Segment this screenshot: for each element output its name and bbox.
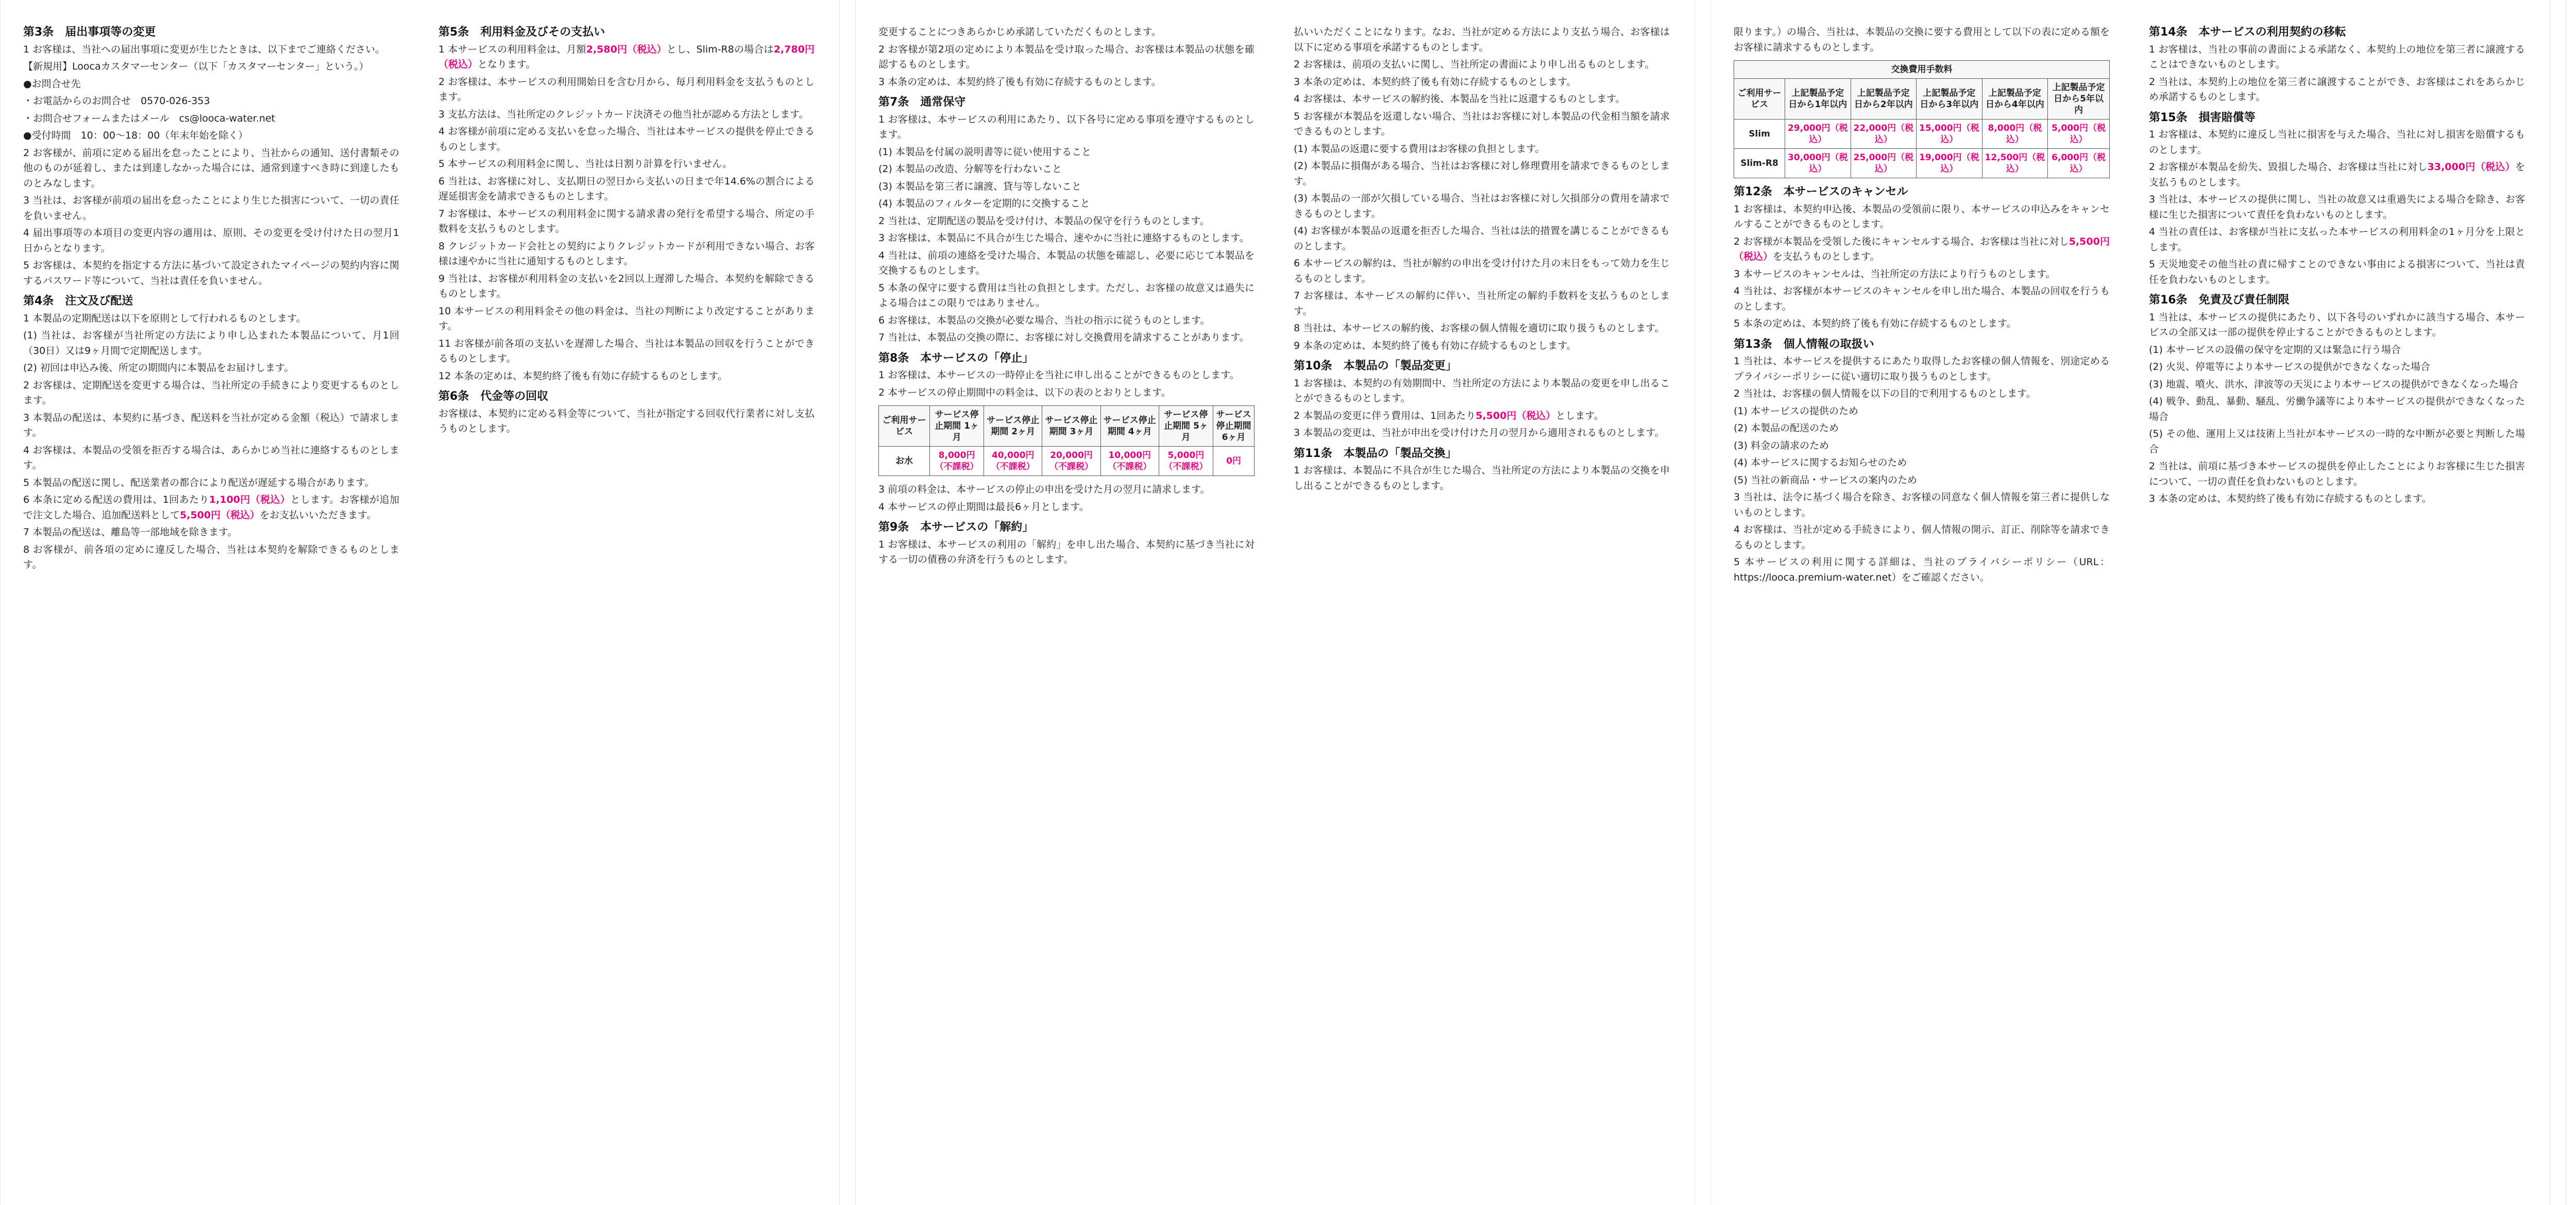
- article-title: 第11条 本製品の「製品交換」: [1294, 447, 1457, 460]
- exchange-header-cell: 上記製品予定日から5年以内: [2048, 79, 2110, 120]
- article-paragraph: 3 当社は、法令に基づく場合を除き、お客様の同意なく個人情報を第三者に提供しないものとします。: [1734, 491, 2110, 518]
- article-paragraph: 4 お客様は、当社が定める手続きにより、個人情報の開示、訂正、削除等を請求できるものとします。: [1734, 524, 2110, 551]
- article-paragraph: 2 本サービスの停止期間中の料金は、以下の表のとおりとします。: [878, 386, 1171, 398]
- article-paragraph: 1 お客様は、本サービスの利用にあたり、以下各号に定める事項を遵守するものとします。: [878, 113, 1255, 140]
- article-paragraph: 2 お客様が、前項に定める届出を怠ったことにより、当社からの通知、送付書類その他のものが延着し、または到達しなかった場合には、通常到達すべき時に到達したものとみなします。: [23, 147, 399, 189]
- fee-value-cell: 20,000円（不課税）: [1042, 447, 1100, 476]
- article-paragraph: 6 当社は、お客様に対し、支払期日の翌日から支払いの日まで年14.6%の割合による遅延損害金を請求できるものとします。: [438, 175, 815, 202]
- article-paragraph: (3) 本製品を第三者に譲渡、貸与等しないこと: [878, 180, 1081, 192]
- exchange-header-cell: 上記製品予定日から2年以内: [1851, 79, 1917, 120]
- article-paragraph: (3) 地震、噴火、洪水、津波等の天災により本サービスの提供ができなくなった場合: [2149, 378, 2518, 390]
- article-paragraph: 2 お客様は、定期配送を変更する場合は、当社所定の手続きにより変更するものとします。: [23, 379, 399, 406]
- article-paragraph: 3 支払方法は、当社所定のクレジットカード決済その他当社が認める方法とします。: [438, 108, 809, 120]
- article-paragraph: 1 お客様は、本契約の有効期間中、当社所定の方法により本製品の変更を申し出ることができるものとします。: [1294, 377, 1670, 404]
- article: [1734, 184, 2110, 332]
- article-paragraph: 1 お客様は、当社への届出事項に変更が生じたときは、以下までご連絡ください。: [23, 43, 385, 55]
- article-paragraph: 2 お客様が第2項の定めにより本製品を受け取った場合、お客様は本製品の状態を確認するものとします。: [878, 43, 1255, 70]
- page2-right-column: [1294, 25, 1670, 1184]
- exchange-fee-header-row: [1734, 79, 2110, 120]
- fee-value-cell: 0円: [1213, 447, 1254, 476]
- article-paragraph: 8 お客様が、前各項の定めに違反した場合、当社は本契約を解除できるものとします。: [23, 544, 399, 570]
- fee-value-cell: 8,000円（不課税）: [930, 447, 984, 476]
- article-paragraph: 2 お客様は、前項の支払いに関し、当社所定の書面により申し出るものとします。: [1294, 59, 1655, 70]
- article-paragraph: 3 本条の定めは、本契約終了後も有効に存続するものとします。: [2149, 493, 2432, 504]
- fee-value-cell: 40,000円（不課税）: [984, 447, 1042, 476]
- page1-left-column: [23, 25, 399, 1184]
- price-highlight: 2,580円（税込）: [586, 43, 667, 55]
- article-paragraph: 7 当社は、本製品の交換の際に、お客様に対し交換費用を請求することがあります。: [878, 332, 1249, 343]
- terms-page-3: [1710, 0, 2550, 1205]
- fee-product-cell: お水: [879, 447, 930, 476]
- article-paragraph: 1 お客様は、本製品に不具合が生じた場合、当社所定の方法により本製品の交換を申し出ることができるものとします。: [1294, 465, 1670, 491]
- article-paragraph: 1 当社は、本サービスを提供するにあたり取得したお客様の個人情報を、別途定めるプライバシーポリシーに従い適切に取り扱うものとします。: [1734, 355, 2110, 382]
- fee-header-cell: サービス停止期間 5ヶ月: [1159, 406, 1213, 447]
- article-paragraph: (2) 初回は申込み後、所定の期間内に本製品をお届けします。: [23, 362, 294, 374]
- price-highlight: 1,100円（税込）: [209, 494, 291, 505]
- price-highlight: 2,780円（税込）: [438, 43, 815, 70]
- article-paragraph: お客様は、本契約に定める料金等について、当社が指定する回収代行業者に対し支払うものとします。: [438, 408, 815, 434]
- article-paragraph: 9 本条の定めは、本契約終了後も有効に存続するものとします。: [1294, 340, 1577, 351]
- article-paragraph: (1) 本サービスの設備の保守を定期的又は緊急に行う場合: [2149, 344, 2401, 355]
- article-paragraph: 6 本サービスの解約は、当社が解約の申出を受け付けた月の末日をもって効力を生じるものとします。: [1294, 258, 1670, 284]
- fee-header-cell: ご利用サービス: [879, 406, 930, 447]
- exchange-header-cell: 上記製品予定日から1年以内: [1785, 79, 1851, 120]
- article-paragraph: 2 当社は、本契約上の地位を第三者に譲渡することができ、お客様はこれをあらかじめ承諾するものとします。: [2149, 76, 2525, 103]
- article-paragraph: (2) 本製品の改造、分解等を行わないこと: [878, 163, 1062, 175]
- article-paragraph: 5 お客様は、本契約を指定する方法に基づいて設定されたマイページの契約内容に関するパスワード等について、当社は責任を負いません。: [23, 260, 399, 286]
- article: [1294, 25, 1670, 353]
- article-paragraph: 4 当社の責任は、お客様が当社に支払った本サービスの利用料金の1ヶ月分を上限とします。: [2149, 226, 2525, 253]
- article: [2149, 25, 2525, 105]
- article-paragraph: ・お問合せフォームまたはメール cs@looca-water.net: [23, 112, 276, 124]
- article-paragraph: 11 お客様が前各項の支払いを遅滞した場合、当社は本製品の回収を行うことができるものとします。: [438, 337, 815, 364]
- article-paragraph: 7 お客様は、本サービスの解約に伴い、当社所定の解約手数料を支払うものとします。: [1294, 290, 1670, 317]
- article-title: 第8条 本サービスの「停止」: [878, 351, 1034, 365]
- article-paragraph: 4 お客様が前項に定める支払いを怠った場合、当社は本サービスの提供を停止できるものとします。: [438, 126, 815, 152]
- article-paragraph: 5 天災地変その他当社の責に帰すことのできない事由による損害について、当社は責任を負わないものとします。: [2149, 259, 2525, 285]
- article-paragraph: 2 お客様が本製品を紛失、毀損した場合、お客様は当社に対し33,000円（税込）を支払うものとします。: [2149, 161, 2525, 188]
- article-title: 第5条 利用料金及びその支払い: [438, 26, 605, 39]
- article-paragraph: 4 当社は、前項の連絡を受けた場合、本製品の状態を確認し、必要に応じて本製品を交換するものとします。: [878, 249, 1255, 276]
- article-paragraph: 10 本サービスの利用料金その他の料金は、当社の判断により改定することがあります。: [438, 305, 815, 332]
- fee-header-cell: サービス停止期間 6ヶ月: [1213, 406, 1254, 447]
- article-paragraph: 1 当社は、本サービスの提供にあたり、以下各号のいずれかに該当する場合、本サービスの全部又は一部の提供を停止することができるものとします。: [2149, 311, 2525, 338]
- article-paragraph: 5 本サービスの利用料金に関し、当社は日割り計算を行いません。: [438, 158, 733, 169]
- article-paragraph: 限ります。）の場合、当社は、本製品の交換に要する費用として以下の表に定める額をお客様に請求するものとします。: [1734, 26, 2110, 53]
- article-paragraph: 3 前項の料金は、本サービスの停止の申出を受けた月の翌月に請求します。: [878, 484, 1210, 495]
- article-paragraph: 4 届出事項等の本項目の変更内容の適用は、原則、その変更を受け付けた日の翌月1日からとなります。: [23, 227, 399, 254]
- exchange-fee-row: [1734, 149, 2110, 178]
- article-paragraph: 3 本製品の配送は、本契約に基づき、配送料を当社が定める金額（税込）で請求します。: [23, 412, 399, 438]
- article-paragraph: 1 本サービスの利用料金は、月額2,580円（税込）とし、Slim-R8の場合は2,780円（税込）となります。: [438, 43, 815, 70]
- article-paragraph: 5 本条の保守に要する費用は当社の負担とします。ただし、お客様の故意又は過失による場合はこの限りではありません。: [878, 282, 1255, 309]
- article-title: 第15条 損害賠償等: [2149, 111, 2256, 124]
- exchange-header-cell: ご利用サービス: [1734, 79, 1785, 120]
- article-paragraph: 5 お客様が本製品を返還しない場合、当社はお客様に対し本製品の代金相当額を請求できるものとします。: [1294, 110, 1670, 137]
- exchange-value-cell: 22,000円（税込）: [1851, 120, 1917, 149]
- article: [1294, 359, 1670, 441]
- page3-right-column: [2149, 25, 2525, 1184]
- article-paragraph: (1) 本製品の返還に要する費用はお客様の負担とします。: [1294, 143, 1545, 155]
- price-highlight: 5,500円（税込）: [1734, 235, 2110, 262]
- article-paragraph: 2 当社は、お客様の個人情報を以下の目的で利用するものとします。: [1734, 388, 2036, 399]
- exchange-value-cell: 25,000円（税込）: [1851, 149, 1917, 178]
- article-paragraph: 【新規用】Loocaカスタマーセンター（以下「カスタマーセンター」という。）: [23, 61, 369, 72]
- article-paragraph: ●受付時間 10：00～18：00（年末年始を除く）: [23, 130, 248, 141]
- article-paragraph: 7 本製品の配送は、離島等一部地域を除きます。: [23, 527, 238, 538]
- article-paragraph: 5 本条の定めは、本契約終了後も有効に存続するものとします。: [1734, 318, 2016, 329]
- exchange-value-cell: 30,000円（税込）: [1785, 149, 1851, 178]
- article-paragraph: (4) 本サービスに関するお知らせのため: [1734, 457, 1907, 468]
- article-paragraph: ●お問合せ先: [23, 78, 81, 90]
- article-paragraph: 2 当社は、前項に基づき本サービスの提供を停止したことによりお客様に生じた損害について、一切の責任を負わないものとします。: [2149, 461, 2525, 487]
- exchange-value-cell: 29,000円（税込）: [1785, 120, 1851, 149]
- article-paragraph: 1 お客様は、本契約に違反し当社に損害を与えた場合、当社に対し損害を賠償するものとします。: [2149, 129, 2525, 156]
- article-paragraph: 5 本サービスの利用に関する詳細は、当社のプライバシーポリシー（URL：https://looca.premium-water.net）をご確認ください。: [1734, 556, 2110, 583]
- suspension-fee-header-row: [879, 406, 1255, 447]
- page3-left-column: [1734, 25, 2110, 1184]
- exchange-fee-table: [1734, 60, 2110, 178]
- article-paragraph: (3) 本製品の一部が欠損している場合、当社はお客様に対し欠損部分の費用を請求できるものとします。: [1294, 193, 1670, 219]
- article-paragraph: (4) 本製品のフィルターを定期的に交換すること: [878, 198, 1090, 209]
- article-paragraph: 1 お客様は、本サービスの一時停止を当社に申し出ることができるものとします。: [878, 369, 1240, 381]
- article-title: 第7条 通常保守: [878, 96, 966, 109]
- article-paragraph: 3 本条の定めは、本契約終了後も有効に存続するものとします。: [878, 76, 1161, 88]
- article-paragraph: 6 本条に定める配送の費用は、1回あたり1,100円（税込）とします。お客様が追加で注文した場合、追加配送料として5,500円（税込）をお支払いいただきます。: [23, 494, 399, 521]
- exchange-value-cell: 19,000円（税込）: [1917, 149, 1982, 178]
- article: [1734, 25, 2110, 55]
- article-paragraph: 12 本条の定めは、本契約終了後も有効に存続するものとします。: [438, 370, 727, 382]
- article-paragraph: (5) その他、運用上又は技術上当社が本サービスの一時的な中断が必要と判断した場合: [2149, 428, 2525, 455]
- article-title: 第12条 本サービスのキャンセル: [1734, 185, 1908, 198]
- article: [1294, 446, 1670, 494]
- fee-value-cell: 5,000円（不課税）: [1159, 447, 1213, 476]
- article-paragraph: (2) 本製品に損傷がある場合、当社はお客様に対し修理費用を請求できるものとします。: [1294, 160, 1670, 187]
- article-paragraph: 変更することにつきあらかじめ承諾していただくものとします。: [878, 26, 1162, 38]
- article-paragraph: (1) 当社は、お客様が当社所定の方法により申し込まれた本製品について、月1回（30日）又は9ヶ月間で定期配送します。: [23, 330, 399, 357]
- article-paragraph: 9 当社は、お客様が利用料金の支払いを2回以上遅滞した場合、本契約を解除できるものとします。: [438, 273, 815, 299]
- article-paragraph: 8 クレジットカード会社との契約によりクレジットカードが利用できない場合、お客様は速やかに当社に通知するものとします。: [438, 240, 815, 267]
- fee-header-cell: サービス停止期間 2ヶ月: [984, 406, 1042, 447]
- article-paragraph: 3 本製品の変更は、当社が申出を受け付けた月の翌月から適用されるものとします。: [1294, 427, 1665, 438]
- article: [2149, 293, 2525, 507]
- article-title: 第10条 本製品の「製品変更」: [1294, 360, 1457, 372]
- page2-left-column: [878, 25, 1255, 1184]
- fee-header-cell: サービス停止期間 3ヶ月: [1042, 406, 1100, 447]
- article-paragraph: 3 当社は、お客様が前項の届出を怠ったことにより生じた損害について、一切の責任を負いません。: [23, 195, 399, 222]
- article-paragraph: 1 お客様は、本契約申込後、本製品の受領前に限り、本サービスの申込みをキャンセルすることができるものとします。: [1734, 203, 2110, 230]
- article-paragraph: (3) 料金の請求のため: [1734, 439, 1829, 451]
- article: [878, 95, 1255, 346]
- article-paragraph: 3 お客様は、本製品に不具合が生じた場合、速やかに当社に連絡するものとします。: [878, 232, 1249, 244]
- article-title: 第3条 届出事項等の変更: [23, 26, 156, 39]
- fee-header-cell: サービス停止期間 4ヶ月: [1100, 406, 1159, 447]
- exchange-header-cell: 上記製品予定日から3年以内: [1917, 79, 1982, 120]
- article-paragraph: 4 本サービスの停止期間は最長6ヶ月とします。: [878, 501, 1089, 513]
- article-paragraph: 5 本製品の配送に関し、配送業者の都合により配送が遅延する場合があります。: [23, 477, 375, 488]
- article-paragraph: (4) お客様が本製品の返還を拒否した場合、当社は法的措置を講じることができるものとします。: [1294, 225, 1670, 252]
- price-highlight: 33,000円（税込）: [2427, 161, 2515, 173]
- article-paragraph: 3 本条の定めは、本契約終了後も有効に存続するものとします。: [1294, 76, 1577, 88]
- article-paragraph: (1) 本製品を付属の説明書等に従い使用すること: [878, 146, 1091, 158]
- article: [1734, 337, 2110, 586]
- article: [438, 389, 815, 437]
- article-paragraph: 1 本製品の定期配送は以下を原則として行われるものとします。: [23, 312, 306, 324]
- page1-right-column: [438, 25, 815, 1184]
- article-paragraph: 2 当社は、定期配送の製品を受け付け、本製品の保守を行うものとします。: [878, 215, 1210, 227]
- article-paragraph: (4) 戦争、動乱、暴動、騒乱、労働争議等により本サービスの提供ができなくなった場合: [2149, 396, 2525, 422]
- article-paragraph: 4 お客様は、本製品の受領を拒否する場合は、あらかじめ当社に連絡するものとします。: [23, 444, 399, 471]
- exchange-value-cell: 12,500円（税込）: [1982, 149, 2048, 178]
- article: [878, 520, 1255, 568]
- article: [23, 294, 399, 573]
- article-paragraph: 2 お客様が本製品を受領した後にキャンセルする場合、お客様は当社に対し5,500円（税込）を支払うものとします。: [1734, 235, 2110, 262]
- terms-page-2: [855, 0, 1695, 1205]
- article-title: 第6条 代金等の回収: [438, 390, 549, 403]
- article-paragraph: (2) 火災、停電等により本サービスの提供ができなくなった場合: [2149, 361, 2430, 372]
- article: [878, 482, 1255, 515]
- article-paragraph: ・お電話からのお問合せ 0570-026-353: [23, 95, 210, 107]
- price-highlight: 5,500円（税込）: [180, 509, 260, 521]
- article-paragraph: 1 お客様は、当社の事前の書面による承諾なく、本契約上の地位を第三者に譲渡することはできないものとします。: [2149, 43, 2525, 70]
- exchange-fee-title: 交換費用手数料: [1734, 61, 2110, 79]
- article-title: 第14条 本サービスの利用契約の移転: [2149, 26, 2346, 39]
- article-title: 第9条 本サービスの「解約」: [878, 521, 1034, 534]
- article-paragraph: 4 当社は、お客様が本サービスのキャンセルを申し出た場合、本製品の回収を行うものとします。: [1734, 285, 2110, 312]
- exchange-fee-row: [1734, 120, 2110, 149]
- article-paragraph: 6 お客様は、本製品の交換が必要な場合、当社の指示に従うものとします。: [878, 314, 1210, 326]
- suspension-fee-table: [878, 405, 1255, 476]
- article: [438, 25, 815, 384]
- article-paragraph: 払いいただくことになります。なお、当社が定める方法により支払う場合、お客様は以下に定める事項を承諾するものとします。: [1294, 26, 1670, 53]
- article-paragraph: 1 お客様は、本サービスの利用の「解約」を申し出た場合、本契約に基づき当社に対する一切の債務の弁済を行うものとします。: [878, 538, 1255, 565]
- article-paragraph: 7 お客様は、本サービスの利用料金に関する請求書の発行を希望する場合、所定の手数料を支払うものとします。: [438, 208, 815, 234]
- terms-page-4: [2566, 0, 2576, 1205]
- exchange-value-cell: 8,000円（税込）: [1982, 120, 2048, 149]
- article-paragraph: 3 本サービスのキャンセルは、当社所定の方法により行うものとします。: [1734, 268, 2056, 280]
- article-paragraph: (2) 本製品の配送のため: [1734, 422, 1839, 434]
- fee-header-cell: サービス停止期間 1ヶ月: [930, 406, 984, 447]
- exchange-value-cell: 5,000円（税込）: [2048, 120, 2110, 149]
- exchange-product-cell: Slim-R8: [1734, 149, 1785, 178]
- article: [23, 25, 399, 288]
- article-paragraph: 2 お客様は、本サービスの利用開始日を含む月から、毎月利用料金を支払うものとします。: [438, 76, 815, 103]
- article-title: 第4条 注文及び配送: [23, 295, 133, 308]
- suspension-fee-row: [879, 447, 1255, 476]
- article-paragraph: 8 当社は、本サービスの解約後、お客様の個人情報を適切に取り扱うものとします。: [1294, 323, 1665, 334]
- article: [878, 351, 1255, 401]
- exchange-value-cell: 6,000円（税込）: [2048, 149, 2110, 178]
- exchange-value-cell: 15,000円（税込）: [1917, 120, 1982, 149]
- article-paragraph: 2 本製品の変更に伴う費用は、1回あたり5,500円（税込）とします。: [1294, 410, 1604, 421]
- article-paragraph: 3 当社は、本サービスの提供に関し、当社の故意又は重過失による場合を除き、お客様に生じた損害について責任を負わないものとします。: [2149, 194, 2525, 220]
- article-paragraph: (5) 当社の新商品・サービスの案内のため: [1734, 474, 1917, 486]
- article-title: 第16条 免責及び責任制限: [2149, 294, 2290, 307]
- exchange-product-cell: Slim: [1734, 120, 1785, 149]
- article: [2149, 110, 2525, 288]
- exchange-header-cell: 上記製品予定日から4年以内: [1982, 79, 2048, 120]
- price-highlight: 5,500円（税込）: [1476, 410, 1556, 421]
- terms-page-1: [0, 0, 840, 1205]
- article: [878, 25, 1255, 90]
- article-paragraph: 4 お客様は、本サービスの解約後、本製品を当社に返還するものとします。: [1294, 93, 1625, 105]
- article-title: 第13条 個人情報の取扱い: [1734, 337, 1874, 351]
- article-paragraph: (1) 本サービスの提供のため: [1734, 405, 1858, 417]
- fee-value-cell: 10,000円（不課税）: [1100, 447, 1159, 476]
